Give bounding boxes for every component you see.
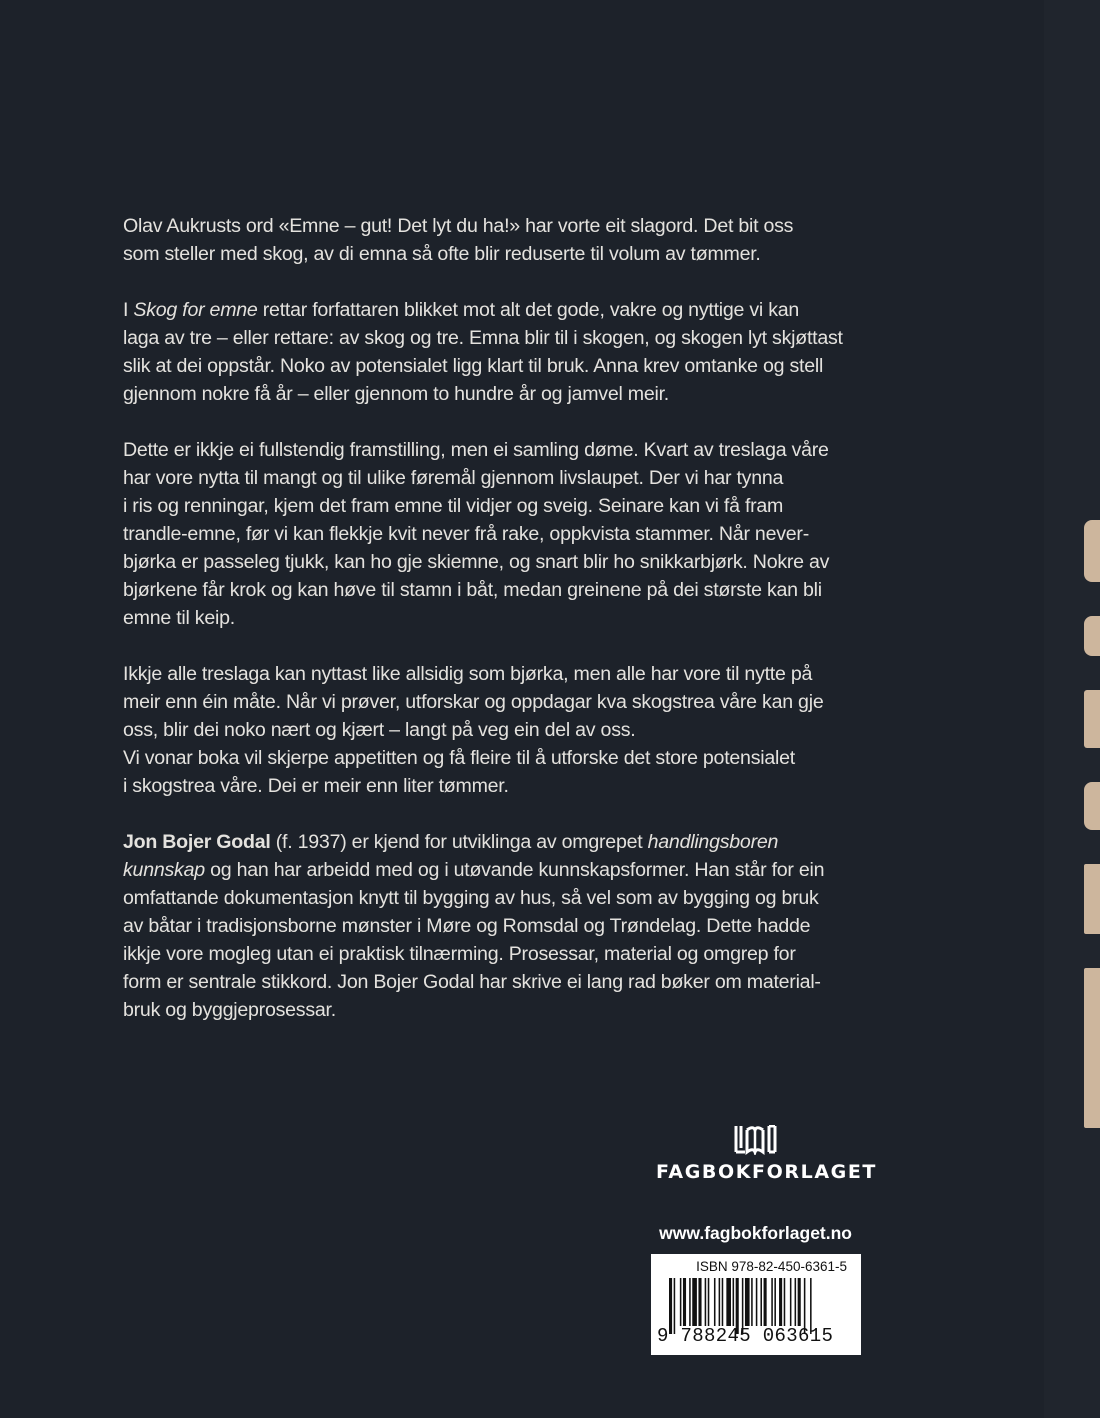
- barcode-bar: [798, 1278, 801, 1326]
- back-cover-blurb: [123, 212, 868, 1052]
- book-title: Skog for emne: [133, 299, 258, 321]
- publisher-name: FAGBOKFORLAGET: [656, 1161, 877, 1183]
- text-fragment: rettar forfattaren blikket mot alt det gode, vakre og nyttige vi kan: [257, 299, 800, 321]
- text-fragment: og han har arbeidd med og i utøvande kunnskapsformer. Han står for ein: [204, 859, 825, 881]
- open-book-logo-icon: [733, 1125, 777, 1155]
- text-line: [123, 856, 868, 884]
- publisher-website[interactable]: www.fagbokforlaget.no: [659, 1223, 852, 1243]
- text-fragment: I: [123, 299, 134, 321]
- spine-letter-shape: [1084, 864, 1100, 934]
- barcode-bar: [680, 1278, 682, 1326]
- text-line: som steller med skog, av di emna så ofte blir reduserte til volum av tømmer.: [123, 243, 761, 265]
- text-line: ikkje vore mogleg utan ei praktisk tilnærming. Prosessar, material og omgrep for: [123, 943, 796, 965]
- barcode-bar: [689, 1278, 691, 1326]
- text-line: bjørka er passeleg tjukk, kan ho gje skiemne, og snart blir ho snikkarbjørk. Nokre av: [123, 551, 830, 573]
- barcode-bar: [726, 1278, 731, 1326]
- text-line: av båtar i tradisjonsborne mønster i Møre og Romsdal og Trøndelag. Dette hadde: [123, 915, 811, 937]
- publisher-logo: [656, 1125, 877, 1183]
- text-line: emne til keip.: [123, 607, 235, 629]
- author-name: Jon Bojer Godal: [123, 831, 271, 853]
- text-line: i skogstrea våre. Dei er meir enn liter tømmer.: [123, 775, 509, 797]
- barcode-bar: [760, 1278, 762, 1326]
- spine-letter-shape: [1084, 690, 1100, 748]
- text-line: [123, 296, 868, 324]
- spine-letter-shape: [1084, 968, 1100, 1128]
- term-emphasis: handlingsboren: [647, 831, 779, 853]
- text-line: trandle-emne, før vi kan flekkje kvit never frå rake, oppkvista stammer. Når never-: [123, 523, 809, 545]
- barcode-digits: 9 788245 063615: [657, 1325, 834, 1347]
- barcode-bar: [698, 1278, 701, 1326]
- text-line: laga av tre – eller rettare: av skog og tre. Emna blir til i skogen, og skogen lyt skjøttast: [123, 327, 843, 349]
- barcode-bar: [745, 1278, 750, 1326]
- barcode-bar: [771, 1278, 773, 1326]
- blurb-paragraph-usage: [123, 660, 868, 800]
- isbn-barcode: [651, 1254, 861, 1355]
- barcode-bar: [764, 1278, 767, 1326]
- barcode-bar: [779, 1278, 782, 1326]
- spine-title-fragment: [1084, 520, 1100, 1180]
- text-line: gjennom nokre få år – eller gjennom to hundre år og jamvel meir.: [123, 383, 669, 405]
- text-line: i ris og renningar, kjem det fram emne til vidjer og sveig. Seinare kan vi få fram: [123, 495, 784, 517]
- barcode-bar: [722, 1278, 724, 1326]
- barcode-bar: [751, 1278, 753, 1326]
- blurb-paragraph-intro: [123, 212, 868, 268]
- text-line: Vi vonar boka vil skjerpe appetitten og få fleire til å utforske det store potensialet: [123, 747, 795, 769]
- text-line: form er sentrale stikkord. Jon Bojer Godal har skrive ei lang rad bøker om material-: [123, 971, 821, 993]
- text-line: Olav Aukrusts ord «Emne – gut! Det lyt du ha!» har vorte eit slagord. Det bit oss: [123, 215, 794, 237]
- barcode-bar: [714, 1278, 716, 1326]
- term-emphasis: kunnskap: [123, 859, 205, 881]
- text-line: bruk og byggjeprosessar.: [123, 999, 336, 1021]
- spine-letter-shape: [1084, 782, 1100, 830]
- author-bio: [123, 828, 868, 1024]
- spine-letter-shape: [1084, 520, 1100, 582]
- barcode-bar: [790, 1278, 792, 1326]
- barcode-bar: [719, 1278, 721, 1326]
- barcode-bar: [795, 1278, 797, 1326]
- barcode-bar: [683, 1278, 686, 1326]
- text-line: Ikkje alle treslaga kan nyttast like allsidig som bjørka, men alle har vore til nytte på: [123, 663, 813, 685]
- isbn-label: ISBN 978-82-450-6361-5: [696, 1259, 847, 1274]
- text-line: omfattande dokumentasjon knytt til bygging av hus, så vel som av bygging og bruk: [123, 887, 819, 909]
- barcode-bar: [692, 1278, 697, 1326]
- barcode-bar: [756, 1278, 758, 1326]
- spine-letter-shape: [1084, 616, 1100, 656]
- text-line: bjørkene får krok og kan høve til stamn i båt, medan greinene på dei største kan bli: [123, 579, 822, 601]
- blurb-paragraph-examples: [123, 436, 868, 632]
- text-fragment: (f. 1937) er kjend for utviklinga av omgrepet: [270, 831, 648, 853]
- text-line: meir enn éin måte. Når vi prøver, utforskar og oppdagar kva skogstrea våre kan gje: [123, 691, 824, 713]
- barcode-bar: [733, 1278, 735, 1326]
- text-line: slik at dei oppstår. Noko av potensialet ligg klart til bruk. Anna krev omtanke og stell: [123, 355, 824, 377]
- text-line: oss, blir dei noko nært og kjært – langt på veg ein del av oss.: [123, 719, 636, 741]
- text-line: Dette er ikkje ei fullstendig framstilling, men ei samling døme. Kvart av treslaga våre: [123, 439, 829, 461]
- barcode-bar: [774, 1278, 776, 1326]
- barcode-bar: [784, 1278, 786, 1326]
- barcode-bar: [708, 1278, 710, 1326]
- text-line: [123, 828, 868, 856]
- blurb-paragraph-book: [123, 296, 868, 408]
- barcode-bar: [705, 1278, 707, 1326]
- text-line: har vore nytta til mangt og til ulike føremål gjennom livslaupet. Der vi har tynna: [123, 467, 784, 489]
